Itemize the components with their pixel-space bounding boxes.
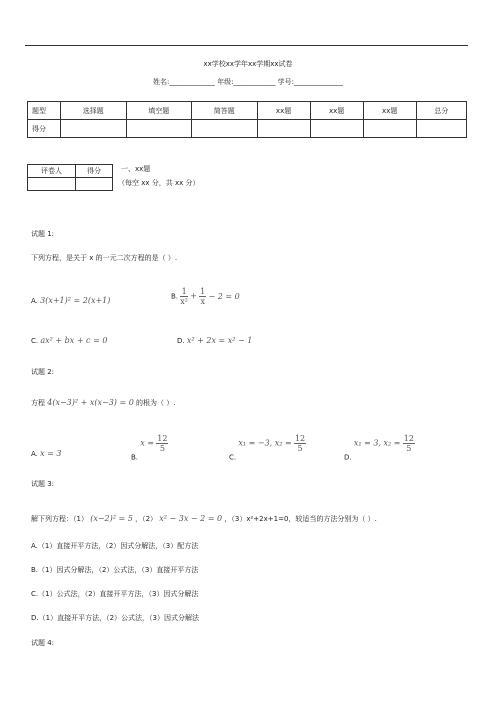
- formula: 4(x−3)² + x(x−3) = 0: [47, 398, 134, 407]
- formula: x² − 3x − 2 = 0: [159, 514, 223, 523]
- score-table-header-row: [28, 102, 467, 120]
- fraction: $\frac{12}{5}$: [403, 434, 414, 453]
- question-1-stem: 下列方程，是关于 x 的一元二次方程的是（ ）.: [31, 254, 178, 262]
- cell: 选择题: [61, 102, 127, 120]
- score-table: [27, 101, 467, 138]
- question-3-stem: [31, 514, 377, 524]
- formula: 3(x+1)² = 2(x+1): [40, 296, 111, 305]
- stem-text: ，（3）x²+2x+1=0，较适当的方法分别为（ ）.: [224, 515, 377, 523]
- option-letter: B.: [131, 453, 139, 462]
- section-note: （每空 xx 分，共 xx 分）: [118, 179, 200, 187]
- stem-text: 解下列方程：（1）: [31, 515, 88, 523]
- score-cell[interactable]: [257, 120, 310, 138]
- q3-option-c: C.（1）公式法，（2）直接开平方法，（3）因式分解法: [31, 590, 199, 598]
- stem-text: 方程: [31, 399, 45, 407]
- q2-option-c: [229, 434, 306, 462]
- formula: x₁ = 3, x₂ =: [353, 438, 401, 448]
- top-rule: [25, 45, 468, 46]
- cell: xx题: [363, 102, 416, 120]
- q3-option-d: D.（1）直接开平方法，（2）公式法，（3）因式分解法: [31, 614, 199, 622]
- question-1-label: 试题 1:: [31, 230, 55, 238]
- option-letter: C.: [31, 337, 39, 345]
- question-2-label: 试题 2:: [31, 368, 55, 376]
- question-3-label: 试题 3:: [31, 480, 55, 488]
- student-info-line: 姓名:_____________ 年级:____________ 学号:______________: [152, 78, 344, 86]
- formula: x =: [140, 438, 155, 448]
- q2-option-b: [131, 434, 168, 462]
- q2-option-d: [344, 434, 415, 462]
- formula: (x−2)² = 5: [90, 514, 133, 523]
- formula: − 2 = 0: [208, 292, 240, 301]
- q1-option-b: [171, 287, 240, 306]
- cell: 评卷人: [28, 165, 76, 178]
- grader-table: [27, 164, 113, 191]
- cell: 得分: [76, 165, 113, 178]
- q1-option-a: [31, 296, 110, 305]
- stem-text: ，（2）: [135, 515, 158, 523]
- formula: x² + 2x = x² − 1: [186, 336, 253, 345]
- option-letter: D.: [344, 453, 352, 462]
- formula: x₁ = −3, x₂ =: [238, 438, 292, 448]
- q1-option-c: [31, 336, 107, 345]
- q2-option-a: [31, 449, 62, 458]
- cell: xx题: [257, 102, 310, 120]
- formula: ax² + bx + c = 0: [40, 336, 108, 345]
- formula: x = 3: [40, 449, 62, 458]
- fraction: $\frac{12}{5}$: [157, 434, 168, 453]
- score-cell[interactable]: [416, 120, 466, 138]
- question-4-label: 试题 4:: [31, 639, 55, 647]
- fraction: $\frac{1}{x}$: [200, 287, 206, 306]
- option-letter: C.: [229, 453, 237, 462]
- cell: 总分: [416, 102, 466, 120]
- score-cell[interactable]: [363, 120, 416, 138]
- grader-cell[interactable]: [28, 178, 76, 191]
- q1-option-d: [177, 336, 252, 345]
- fraction: $\frac{1}{\text{x²}}$: [180, 287, 188, 306]
- option-letter: D.: [177, 337, 185, 345]
- option-letter: A.: [31, 450, 38, 458]
- exam-title: xx学校xx学年xx学期xx试卷: [203, 60, 293, 68]
- q3-option-b: B.（1）因式分解法，（2）公式法，（3）直接开平方法: [31, 566, 199, 574]
- fraction: $\frac{12}{5}$: [294, 434, 306, 453]
- option-letter: B.: [171, 292, 179, 301]
- cell: 简答题: [192, 102, 258, 120]
- score-cell[interactable]: [192, 120, 258, 138]
- question-2-stem: [31, 398, 176, 408]
- cell: 得分: [28, 120, 61, 138]
- plus-sign: +: [190, 291, 197, 301]
- stem-text: 的根为（ ）.: [136, 399, 176, 407]
- q3-option-a: A.（1）直接开平方法，（2）因式分解法，（3）配方法: [31, 542, 199, 550]
- section-title: 一、xx题: [121, 165, 151, 173]
- score-cell[interactable]: [61, 120, 127, 138]
- grader-cell[interactable]: [76, 178, 113, 191]
- score-table-score-row: [28, 120, 467, 138]
- cell: xx题: [310, 102, 363, 120]
- cell: 题型: [28, 102, 61, 120]
- score-cell[interactable]: [310, 120, 363, 138]
- cell: 填空题: [126, 102, 192, 120]
- score-cell[interactable]: [126, 120, 192, 138]
- option-letter: A.: [31, 297, 38, 305]
